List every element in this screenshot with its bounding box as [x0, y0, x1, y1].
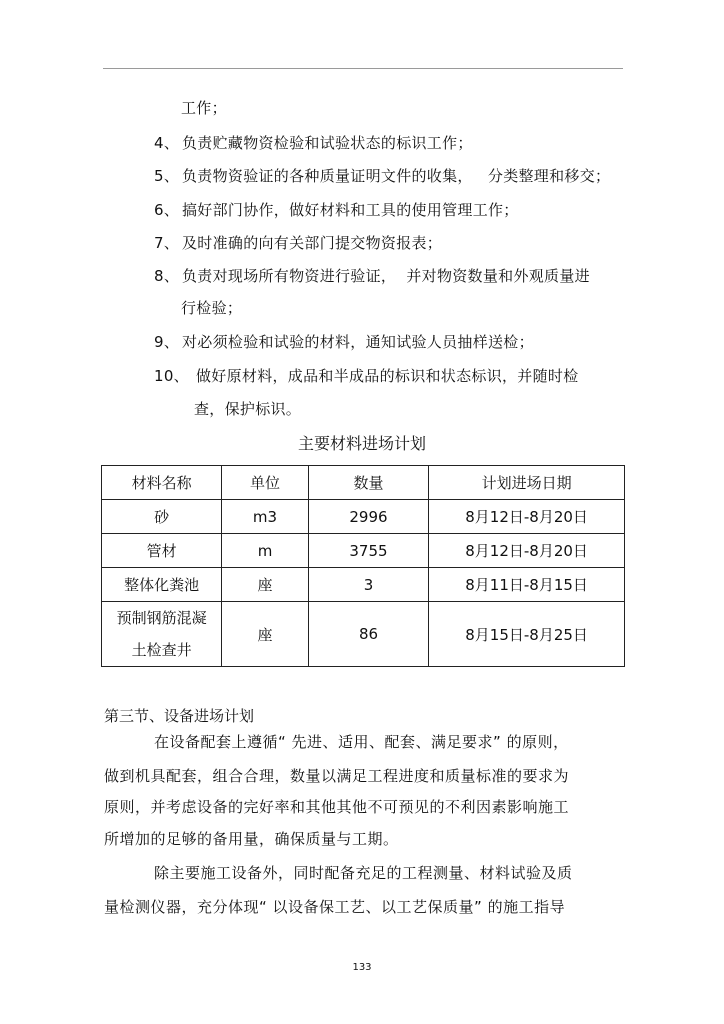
header-material-name: 材料名称 [102, 466, 222, 500]
list-text: 负责对现场所有物资进行验证， 并对物资数量和外观质量进 [182, 267, 590, 285]
list-number: 9、 [154, 333, 180, 351]
cell-quantity: 86 [308, 602, 428, 667]
cell-unit: 座 [222, 568, 309, 602]
list-number: 10、 [154, 367, 189, 385]
list-text: 负责物资验证的各种质量证明文件的收集， 分类整理和移交； [182, 167, 611, 185]
paragraph-line: 做到机具配套，组合合理，数量以满足工程进度和质量标准的要求为 [104, 767, 570, 785]
table-row [102, 602, 625, 667]
table-row [102, 568, 625, 602]
paragraph-line: 所增加的足够的备用量，确保质量与工期。 [104, 830, 399, 848]
list-item-7 [154, 233, 442, 253]
list-number: 4、 [154, 134, 180, 152]
materials-table [101, 465, 625, 667]
cell-date: 8月11日-8月15日 [429, 568, 625, 602]
list-item-6 [154, 200, 519, 220]
list-text: 及时准确的向有关部门提交物资报表； [182, 234, 443, 252]
table-header-row [102, 466, 625, 500]
list-text: 做好原材料，成品和半成品的标识和状态标识，并随时检 [196, 367, 579, 385]
cell-unit: m3 [222, 500, 309, 534]
cell-quantity: 2996 [308, 500, 428, 534]
header-unit: 单位 [222, 466, 309, 500]
cell-date: 8月12日-8月20日 [429, 500, 625, 534]
list-item-continuation: 工作； [181, 99, 227, 117]
table-title: 主要材料进场计划 [297, 434, 426, 453]
cell-material-name-line2: 土检查井 [131, 641, 192, 659]
cell-unit: m [222, 534, 309, 568]
list-item-8-continuation: 行检验； [181, 299, 243, 317]
list-number: 7、 [154, 234, 180, 252]
cell-quantity: 3 [308, 568, 428, 602]
table-row [102, 534, 625, 568]
section-heading: 第三节、设备进场计划 [104, 707, 255, 725]
cell-date: 8月12日-8月20日 [429, 534, 625, 568]
cell-material-name: 砂 [102, 500, 222, 534]
list-item-5 [154, 166, 610, 186]
list-item-4 [154, 133, 473, 153]
list-text: 对必须检验和试验的材料，通知试验人员抽样送检； [182, 333, 534, 351]
cell-date: 8月15日-8月25日 [429, 602, 625, 667]
list-item-10 [154, 366, 579, 386]
cell-material-name: 整体化粪池 [102, 568, 222, 602]
paragraph-line: 量检测仪器，充分体现“ 以设备保工艺、以工艺保质量” 的施工指导 [104, 898, 566, 916]
list-number: 8、 [154, 267, 180, 285]
header-planned-date: 计划进场日期 [429, 466, 625, 500]
cell-material-name-line1: 预制钢筋混凝 [116, 609, 207, 627]
list-text: 搞好部门协作，做好材料和工具的使用管理工作； [182, 201, 519, 219]
list-text: 负责贮藏物资检验和试验状态的标识工作； [182, 134, 473, 152]
paragraph-line: 除主要施工设备外，同时配备充足的工程测量、材料试验及质 [154, 864, 573, 882]
list-number: 6、 [154, 201, 180, 219]
list-item-8 [154, 266, 590, 286]
paragraph-line: 原则，并考虑设备的完好率和其他其他不可预见的不利因素影响施工 [104, 798, 570, 816]
list-number: 5、 [154, 167, 180, 185]
page-number: 133 [352, 962, 372, 973]
cell-material-name: 管材 [102, 534, 222, 568]
header-quantity: 数量 [308, 466, 428, 500]
list-item-10-continuation: 查，保护标识。 [194, 400, 302, 418]
header-rule [103, 68, 623, 69]
table-row [102, 500, 625, 534]
cell-material-name [102, 602, 222, 667]
paragraph-line: 在设备配套上遵循“ 先进、适用、配套、满足要求” 的原则， [154, 733, 569, 751]
cell-unit: 座 [222, 602, 309, 667]
list-item-9 [154, 332, 534, 352]
cell-quantity: 3755 [308, 534, 428, 568]
